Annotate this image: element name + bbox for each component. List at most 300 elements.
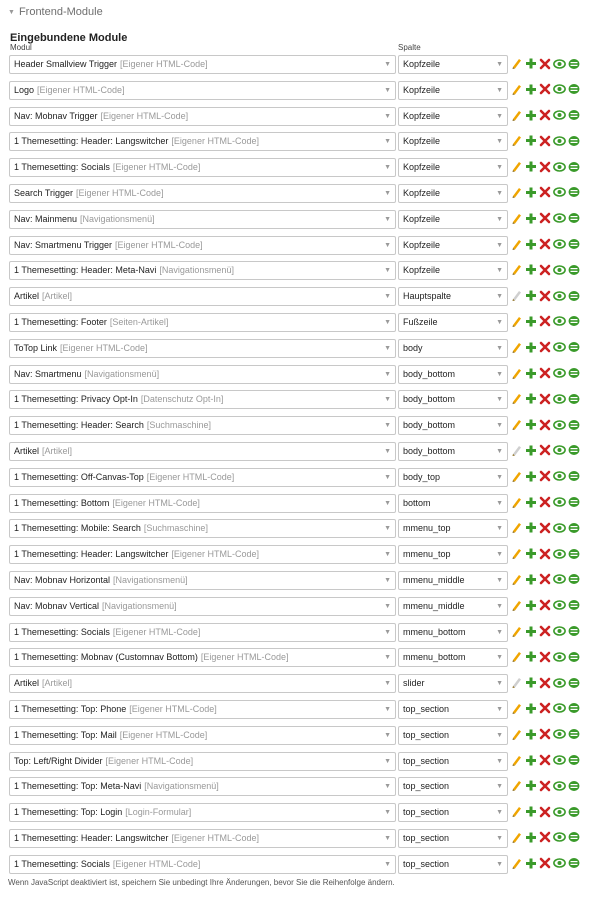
column-select[interactable] (398, 339, 508, 358)
column-value: bottom (403, 497, 431, 508)
plus-icon[interactable] (525, 160, 537, 173)
module-name: 1 Themesetting: Mobile: Search (14, 523, 141, 534)
chevron-down-icon: ▼ (384, 138, 391, 146)
pencil-icon[interactable] (511, 521, 523, 534)
legend-label[interactable]: Frontend-Module (18, 6, 103, 18)
plus-icon[interactable] (525, 315, 537, 328)
plus-icon[interactable] (525, 702, 537, 715)
module-select[interactable] (9, 313, 396, 332)
column-value: Kopfzeile (403, 84, 441, 95)
drag-handle-icon[interactable] (568, 548, 580, 560)
drag-handle-icon[interactable] (568, 341, 580, 353)
eye-icon[interactable] (553, 186, 566, 198)
column-value: Kopfzeile (403, 59, 441, 69)
delete-icon[interactable] (539, 290, 551, 302)
module-select[interactable] (9, 158, 396, 177)
eye-icon[interactable] (553, 548, 566, 560)
eye-icon[interactable] (553, 651, 566, 663)
delete-icon[interactable] (539, 728, 551, 740)
module-select[interactable] (9, 648, 396, 667)
pencil-icon[interactable] (511, 212, 523, 225)
eye-icon[interactable] (553, 754, 566, 766)
column-select[interactable] (398, 571, 508, 590)
plus-icon[interactable] (525, 238, 537, 251)
plus-icon[interactable] (525, 444, 537, 457)
column-value: mmenu_middle (403, 600, 465, 611)
pencil-icon[interactable] (511, 418, 523, 431)
chevron-down-icon: ▼ (496, 809, 503, 817)
column-select[interactable] (398, 468, 508, 487)
eye-icon[interactable] (553, 58, 566, 70)
delete-icon[interactable] (539, 522, 551, 534)
plus-icon[interactable] (525, 676, 537, 689)
plus-icon[interactable] (525, 754, 537, 767)
module-name: Nav: Mainmenu (14, 213, 78, 224)
eye-icon[interactable] (553, 83, 566, 95)
column-select[interactable] (398, 365, 508, 384)
pencil-icon[interactable] (511, 805, 523, 818)
module-type: [Suchmaschine] (146, 420, 211, 431)
module-name: Search Trigger (14, 187, 74, 198)
plus-icon[interactable] (525, 599, 537, 612)
module-type: [Navigationsmenü] (84, 368, 160, 379)
pencil-icon[interactable] (511, 238, 523, 251)
delete-icon[interactable] (539, 754, 551, 766)
eye-icon[interactable] (553, 573, 566, 585)
column-value: Kopfzeile (403, 213, 441, 224)
plus-icon[interactable] (525, 496, 537, 509)
plus-icon[interactable] (525, 57, 537, 70)
plus-icon[interactable] (525, 83, 537, 96)
module-type: [Eigener HTML-Code] (171, 832, 259, 843)
pencil-icon[interactable] (511, 160, 523, 173)
drag-handle-icon[interactable] (568, 264, 580, 276)
plus-icon[interactable] (525, 805, 537, 818)
delete-icon[interactable] (539, 341, 551, 353)
eye-icon[interactable] (553, 677, 566, 689)
column-value: Kopfzeile (403, 265, 441, 276)
drag-handle-icon[interactable] (568, 728, 580, 740)
column-value: top_section (403, 755, 450, 766)
module-select[interactable] (9, 597, 396, 616)
drag-handle-icon[interactable] (568, 651, 580, 663)
eye-icon[interactable] (553, 290, 566, 302)
delete-icon[interactable] (539, 83, 551, 95)
eye-icon[interactable] (553, 444, 566, 456)
drag-handle-icon[interactable] (568, 496, 580, 508)
plus-icon[interactable] (525, 367, 537, 380)
row-actions (511, 728, 580, 741)
chevron-down-icon: ▼ (384, 834, 391, 842)
column-select[interactable] (398, 55, 508, 74)
pencil-icon[interactable] (511, 83, 523, 96)
plus-icon[interactable] (525, 779, 537, 792)
pencil-icon[interactable] (511, 547, 523, 560)
drag-handle-icon[interactable] (568, 806, 580, 818)
delete-icon[interactable] (539, 677, 551, 689)
column-select[interactable] (398, 236, 508, 255)
module-select[interactable] (9, 132, 396, 151)
module-name: 1 Themesetting: Header: Langswitcher (14, 832, 169, 843)
drag-handle-icon[interactable] (568, 444, 580, 456)
module-type: [Navigationsmenü] (80, 213, 155, 224)
plus-icon[interactable] (525, 186, 537, 199)
eye-icon[interactable] (553, 806, 566, 818)
module-select[interactable] (9, 700, 396, 719)
module-select[interactable] (9, 55, 396, 74)
plus-icon[interactable] (525, 392, 537, 405)
drag-handle-icon[interactable] (568, 702, 580, 714)
chevron-down-icon: ▼ (384, 318, 391, 326)
chevron-down-icon: ▼ (384, 499, 391, 507)
delete-icon[interactable] (539, 419, 551, 431)
pencil-icon[interactable] (511, 650, 523, 663)
module-select[interactable] (9, 777, 396, 796)
row-actions (511, 83, 580, 96)
column-select[interactable] (398, 648, 508, 667)
module-name: 1 Themesetting: Header: Search (14, 420, 144, 431)
column-select[interactable] (398, 313, 508, 332)
pencil-icon[interactable] (511, 470, 523, 483)
pencil-icon[interactable] (511, 315, 523, 328)
delete-icon[interactable] (539, 315, 551, 327)
chevron-down-icon: ▼ (384, 267, 391, 275)
delete-icon[interactable] (539, 573, 551, 585)
drag-handle-icon[interactable] (568, 83, 580, 95)
delete-icon[interactable] (539, 135, 551, 147)
chevron-down-icon: ▼ (496, 164, 503, 172)
chevron-down-icon: ▼ (496, 293, 503, 301)
drag-handle-icon[interactable] (568, 522, 580, 534)
eye-icon[interactable] (553, 393, 566, 405)
plus-icon[interactable] (525, 521, 537, 534)
delete-icon[interactable] (539, 186, 551, 198)
pencil-icon[interactable] (511, 625, 523, 638)
chevron-down-icon: ▼ (496, 654, 503, 662)
module-select[interactable] (9, 674, 396, 693)
module-select[interactable] (9, 81, 396, 100)
eye-icon[interactable] (553, 315, 566, 327)
chevron-down-icon: ▼ (496, 757, 503, 765)
module-select[interactable] (9, 855, 396, 874)
plus-icon[interactable] (525, 857, 537, 870)
module-select[interactable] (9, 184, 396, 203)
drag-handle-icon[interactable] (568, 367, 580, 379)
pencil-icon[interactable] (511, 341, 523, 354)
pencil-icon[interactable] (511, 496, 523, 509)
column-select[interactable] (398, 545, 508, 564)
module-name: ToTop Link (14, 342, 58, 353)
chevron-down-icon: ▼ (496, 61, 503, 68)
delete-icon[interactable] (539, 806, 551, 818)
row-actions (511, 547, 580, 560)
column-select[interactable] (398, 416, 508, 435)
pencil-icon[interactable] (511, 392, 523, 405)
row-actions (511, 857, 580, 870)
drag-handle-icon[interactable] (568, 186, 580, 198)
module-name: 1 Themesetting: Footer (14, 316, 107, 327)
column-select[interactable] (398, 519, 508, 538)
plus-icon[interactable] (525, 650, 537, 663)
eye-icon[interactable] (553, 702, 566, 714)
delete-icon[interactable] (539, 109, 551, 121)
eye-icon[interactable] (553, 135, 566, 147)
plus-icon[interactable] (525, 289, 537, 302)
column-select[interactable] (398, 803, 508, 822)
column-select[interactable] (398, 158, 508, 177)
plus-icon[interactable] (525, 212, 537, 225)
delete-icon[interactable] (539, 367, 551, 379)
module-select[interactable] (9, 416, 396, 435)
delete-icon[interactable] (539, 238, 551, 250)
drag-handle-icon[interactable] (568, 238, 580, 250)
column-value: top_section (403, 729, 450, 740)
module-name: Nav: Smartmenu Trigger (14, 239, 113, 250)
legend-frontend-modules[interactable] (8, 6, 103, 18)
drag-handle-icon[interactable] (568, 599, 580, 611)
pencil-icon[interactable] (511, 779, 523, 792)
module-select[interactable] (9, 339, 396, 358)
chevron-down-icon: ▼ (496, 138, 503, 146)
plus-icon[interactable] (525, 470, 537, 483)
column-select[interactable] (398, 726, 508, 745)
column-value: slider (403, 678, 425, 689)
delete-icon[interactable] (539, 625, 551, 637)
delete-icon[interactable] (539, 444, 551, 456)
module-type: [Artikel] (42, 291, 73, 302)
column-select[interactable] (398, 623, 508, 642)
eye-icon[interactable] (553, 780, 566, 792)
drag-handle-icon[interactable] (568, 109, 580, 121)
pencil-icon[interactable] (511, 57, 523, 70)
delete-icon[interactable] (539, 470, 551, 482)
plus-icon[interactable] (525, 263, 537, 276)
drag-handle-icon[interactable] (568, 290, 580, 302)
chevron-down-icon: ▼ (384, 680, 391, 688)
column-select[interactable] (398, 287, 508, 306)
delete-icon[interactable] (539, 599, 551, 611)
eye-icon[interactable] (553, 857, 566, 869)
eye-icon[interactable] (553, 264, 566, 276)
eye-icon[interactable] (553, 161, 566, 173)
drag-handle-icon[interactable] (568, 315, 580, 327)
column-select[interactable] (398, 442, 508, 461)
eye-icon[interactable] (553, 625, 566, 637)
delete-icon[interactable] (539, 264, 551, 276)
column-select[interactable] (398, 132, 508, 151)
module-select[interactable] (9, 726, 396, 745)
delete-icon[interactable] (539, 857, 551, 869)
plus-icon[interactable] (525, 341, 537, 354)
row-actions (511, 625, 580, 638)
module-type: [Eigener HTML-Code] (129, 703, 217, 714)
module-select[interactable] (9, 494, 396, 513)
eye-icon[interactable] (553, 522, 566, 534)
eye-icon[interactable] (553, 109, 566, 121)
section-title: Eingebundene Module (10, 32, 128, 44)
plus-icon[interactable] (525, 728, 537, 741)
module-select[interactable] (9, 107, 396, 126)
eye-icon[interactable] (553, 599, 566, 611)
plus-icon[interactable] (525, 547, 537, 560)
module-type: [Navigationsmenü] (144, 781, 219, 792)
eye-icon[interactable] (553, 341, 566, 353)
column-value: Kopfzeile (403, 110, 441, 121)
delete-icon[interactable] (539, 702, 551, 714)
drag-handle-icon[interactable] (568, 58, 580, 70)
drag-handle-icon[interactable] (568, 470, 580, 482)
pencil-icon[interactable] (511, 857, 523, 870)
delete-icon[interactable] (539, 780, 551, 792)
chevron-down-icon: ▼ (496, 396, 503, 404)
module-name: Logo (14, 84, 35, 95)
module-type: [Eigener HTML-Code] (112, 626, 201, 637)
module-select[interactable] (9, 365, 396, 384)
eye-icon[interactable] (553, 212, 566, 224)
plus-icon[interactable] (525, 109, 537, 122)
drag-handle-icon[interactable] (568, 625, 580, 637)
row-actions (511, 418, 580, 431)
eye-icon[interactable] (553, 367, 566, 379)
eye-icon[interactable] (553, 831, 566, 843)
column-select[interactable] (398, 829, 508, 848)
plus-icon[interactable] (525, 625, 537, 638)
eye-icon[interactable] (553, 496, 566, 508)
module-select[interactable] (9, 571, 396, 590)
module-select[interactable] (9, 803, 396, 822)
module-name: 1 Themesetting: Header: Langswitcher (14, 136, 169, 147)
column-header-column: Spalte (398, 43, 421, 52)
row-actions (511, 392, 580, 405)
module-type: [Eigener HTML-Code] (37, 84, 125, 95)
module-name: 1 Themesetting: Top: Mail (14, 729, 117, 740)
eye-icon[interactable] (553, 728, 566, 740)
delete-icon[interactable] (539, 393, 551, 405)
pencil-icon (511, 444, 523, 457)
row-actions (511, 367, 580, 380)
delete-icon[interactable] (539, 496, 551, 508)
module-select[interactable] (9, 623, 396, 642)
drag-handle-icon[interactable] (568, 573, 580, 585)
plus-icon[interactable] (525, 573, 537, 586)
row-actions (511, 521, 580, 534)
module-select[interactable] (9, 519, 396, 538)
column-select[interactable] (398, 261, 508, 280)
module-select[interactable] (9, 261, 396, 280)
pencil-icon[interactable] (511, 367, 523, 380)
drag-handle-icon[interactable] (568, 135, 580, 147)
drag-handle-icon[interactable] (568, 212, 580, 224)
delete-icon[interactable] (539, 651, 551, 663)
column-select[interactable] (398, 700, 508, 719)
plus-icon[interactable] (525, 134, 537, 147)
chevron-down-icon: ▼ (496, 576, 503, 584)
column-select[interactable] (398, 390, 508, 409)
delete-icon[interactable] (539, 548, 551, 560)
module-type: [Eigener HTML-Code] (146, 471, 235, 482)
pencil-icon[interactable] (511, 186, 523, 199)
column-select[interactable] (398, 494, 508, 513)
delete-icon[interactable] (539, 212, 551, 224)
eye-icon[interactable] (553, 470, 566, 482)
pencil-icon[interactable] (511, 134, 523, 147)
pencil-icon[interactable] (511, 728, 523, 741)
module-type: [Eigener HTML-Code] (60, 342, 148, 353)
module-select[interactable] (9, 236, 396, 255)
row-actions (511, 263, 580, 276)
drag-handle-icon[interactable] (568, 754, 580, 766)
pencil-icon[interactable] (511, 573, 523, 586)
pencil-icon[interactable] (511, 702, 523, 715)
chevron-down-icon: ▼ (496, 551, 503, 559)
drag-handle-icon[interactable] (568, 393, 580, 405)
module-select[interactable] (9, 287, 396, 306)
module-select[interactable] (9, 210, 396, 229)
delete-icon[interactable] (539, 831, 551, 843)
column-select[interactable] (398, 184, 508, 203)
chevron-down-icon: ▼ (496, 525, 503, 533)
drag-handle-icon[interactable] (568, 419, 580, 431)
column-value: mmenu_bottom (403, 626, 466, 637)
pencil-icon[interactable] (511, 831, 523, 844)
column-select[interactable] (398, 107, 508, 126)
module-select[interactable] (9, 390, 396, 409)
pencil-icon[interactable] (511, 263, 523, 276)
module-name: 1 Themesetting: Top: Phone (14, 703, 127, 714)
eye-icon[interactable] (553, 419, 566, 431)
module-name: Nav: Smartmenu (14, 368, 82, 379)
module-select[interactable] (9, 442, 396, 461)
drag-handle-icon[interactable] (568, 677, 580, 689)
pencil-icon[interactable] (511, 109, 523, 122)
column-value: body_bottom (403, 420, 456, 431)
delete-icon[interactable] (539, 161, 551, 173)
module-select[interactable] (9, 545, 396, 564)
drag-handle-icon[interactable] (568, 161, 580, 173)
column-select[interactable] (398, 752, 508, 771)
chevron-down-icon: ▼ (384, 61, 391, 68)
chevron-down-icon: ▼ (496, 680, 503, 688)
eye-icon[interactable] (553, 238, 566, 250)
chevron-down-icon: ▼ (384, 447, 391, 455)
pencil-icon[interactable] (511, 754, 523, 767)
column-select[interactable] (398, 777, 508, 796)
module-type: [Artikel] (42, 445, 73, 456)
column-select[interactable] (398, 210, 508, 229)
collapse-triangle-icon[interactable]: ▼ (8, 8, 15, 16)
row-actions (511, 650, 580, 663)
row-actions (511, 341, 580, 354)
delete-icon[interactable] (539, 58, 551, 70)
column-select[interactable] (398, 674, 508, 693)
chevron-down-icon: ▼ (496, 370, 503, 378)
drag-handle-icon[interactable] (568, 780, 580, 792)
drag-handle-icon[interactable] (568, 831, 580, 843)
module-select[interactable] (9, 829, 396, 848)
chevron-down-icon: ▼ (384, 396, 391, 404)
plus-icon[interactable] (525, 831, 537, 844)
chevron-down-icon: ▼ (384, 783, 391, 791)
pencil-icon[interactable] (511, 599, 523, 612)
module-select[interactable] (9, 468, 396, 487)
module-select[interactable] (9, 752, 396, 771)
column-select[interactable] (398, 597, 508, 616)
drag-handle-icon[interactable] (568, 857, 580, 869)
column-select[interactable] (398, 855, 508, 874)
plus-icon[interactable] (525, 418, 537, 431)
module-type: [Eigener HTML-Code] (119, 729, 208, 740)
column-select[interactable] (398, 81, 508, 100)
